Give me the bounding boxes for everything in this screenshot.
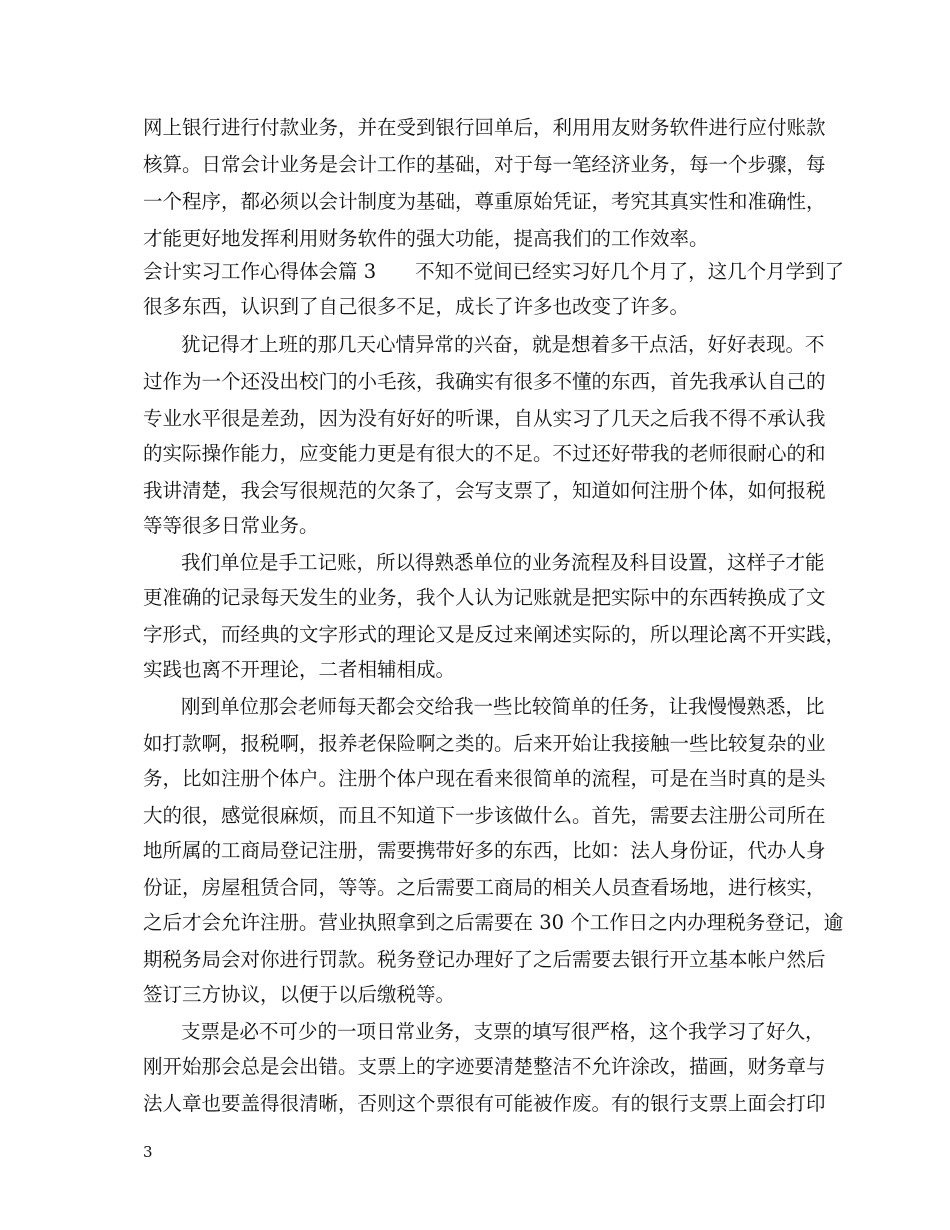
text-line: 网上银行进行付款业务，并在受到银行回单后，利用用友财务软件进行应付账款 xyxy=(143,116,826,139)
text-line: 大的很，感觉很麻烦，而且不知道下一步该做什么。首先，需要去注册公司所在 xyxy=(143,804,826,827)
paragraph-start-line: 支票是必不可少的一项日常业务，支票的填写很严格，这个我学习了好久， xyxy=(181,1020,825,1043)
page-number: 3 xyxy=(143,1143,153,1161)
text-line: 法人章也要盖得很清晰，否则这个票很有可能被作废。有的银行支票上面会打印 xyxy=(143,1092,826,1115)
text-line: 刚开始那会总是会出错。支票上的字迹要清楚整洁不允许涂改，描画，财务章与 xyxy=(143,1055,826,1078)
text-line: 才能更好地发挥利用财务软件的强大功能，提高我们的工作效率。 xyxy=(143,227,709,250)
text-line: 字形式，而经典的文字形式的理论又是反过来阐述实际的，所以理论离不开实践， xyxy=(143,623,846,646)
text-line: 份证，房屋租赁合同，等等。之后需要工商局的相关人员查看场地，进行核实， xyxy=(143,876,826,899)
text-line: 签订三方协议，以便于以后缴税等。 xyxy=(143,983,456,1006)
text-line: 的实际操作能力，应变能力更是有很大的不足。不过还好带我的老师很耐心的和 xyxy=(143,442,826,465)
text-line: 我讲清楚，我会写很规范的欠条了，会写支票了，知道如何注册个体，如何报税 xyxy=(143,479,826,502)
text-line: 更准确的记录每天发生的业务，我个人认为记账就是把实际中的东西转换成了文 xyxy=(143,586,826,609)
text-line: 实践也离不开理论，二者相辅相成。 xyxy=(143,658,456,681)
text-line: 之后才会允许注册。营业执照拿到之后需要在 30 个工作日之内办理税务登记，逾 xyxy=(143,911,844,934)
text-line: 一个程序，都必须以会计制度为基础，尊重原始凭证，考究其真实性和准确性， xyxy=(143,190,826,213)
text-line: 务，比如注册个体户。注册个体户现在看来很简单的流程，可是在当时真的是头 xyxy=(143,767,826,790)
text-line: 很多东西，认识到了自己很多不足，成长了许多也改变了许多。 xyxy=(143,295,690,318)
text-line: 过作为一个还没出校门的小毛孩，我确实有很多不懂的东西，首先我承认自己的 xyxy=(143,370,826,393)
paragraph-start-line: 我们单位是手工记账，所以得熟悉单位的业务流程及科目设置，这样子才能 xyxy=(181,551,825,574)
text-line: 核算。日常会计业务是会计工作的基础，对于每一笔经济业务，每一个步骤，每 xyxy=(143,153,826,176)
paragraph-start-line: 犹记得才上班的那几天心情异常的兴奋，就是想着多干点活，好好表现。不 xyxy=(181,333,825,356)
text-line: 专业水平很是差劲，因为没有好好的听课，自从实习了几天之后我不得不承认我 xyxy=(143,407,826,430)
section-heading-line: 会计实习工作心得体会篇 3 不知不觉间已经实习好几个月了，这几个月学到了 xyxy=(143,260,845,283)
text-line: 如打款啊，报税啊，报养老保险啊之类的。后来开始让我接触一些比较复杂的业 xyxy=(143,732,826,755)
text-line: 地所属的工商局登记注册，需要携带好多的东西，比如：法人身份证，代办人身 xyxy=(143,839,826,862)
text-line: 期税务局会对你进行罚款。税务登记办理好了之后需要去银行开立基本帐户然后 xyxy=(143,948,826,971)
text-line: 等等很多日常业务。 xyxy=(143,514,319,537)
paragraph-start-line: 刚到单位那会老师每天都会交给我一些比较简单的任务，让我慢慢熟悉，比 xyxy=(181,695,825,718)
